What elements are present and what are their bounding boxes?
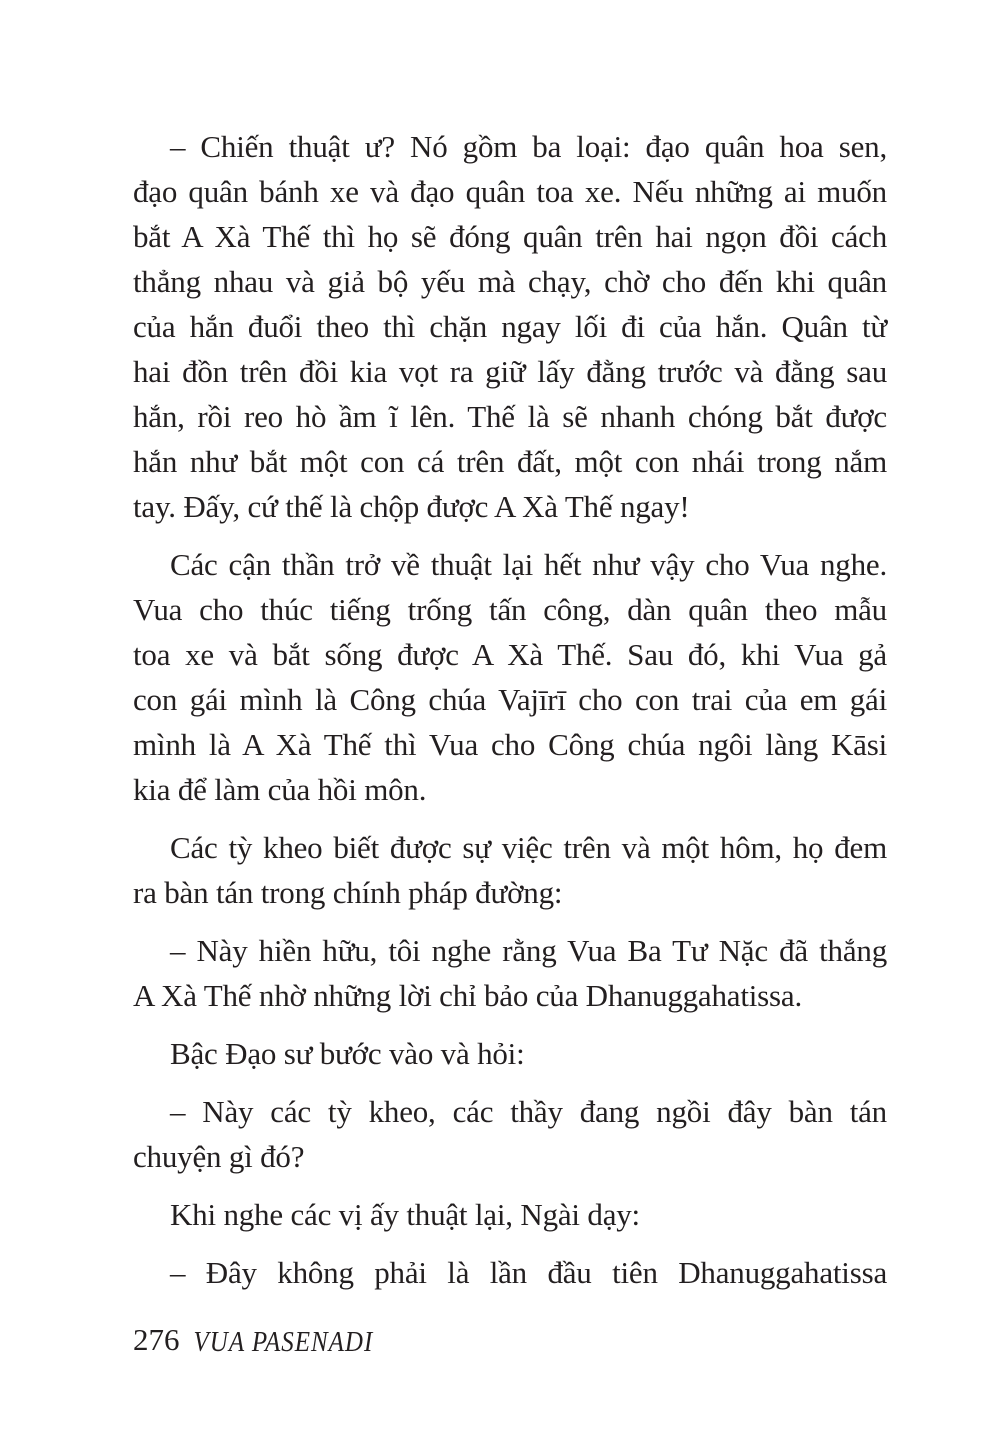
paragraph [133,124,887,529]
text-line: hai đồn trên đồi kia vọt ra giữ lấy đằng trước và đằng sau [133,354,887,389]
text-line: kia để làm của hồi môn. [133,772,427,807]
running-title: VUA PASENADI [193,1326,374,1358]
paragraph [133,825,887,915]
text-line: đạo quân bánh xe và đạo quân toa xe. Nếu những ai muốn [133,174,887,209]
text-line: Các cận thần trở về thuật lại hết như vậy cho Vua nghe. [170,547,887,582]
text-line: – Chiến thuật ư? Nó gồm ba loại: đạo quân hoa sen, [170,129,887,164]
paragraph [133,1089,887,1179]
text-line: A Xà Thế nhờ những lời chỉ bảo của Dhanuggahatissa. [133,978,802,1013]
page-footer [133,1322,373,1372]
text-line: Vua cho thúc tiếng trống tấn công, dàn quân theo mẫu [133,592,887,627]
text-line: tay. Đấy, cứ thế là chộp được A Xà Thế ngay! [133,489,690,524]
text-line: hắn như bắt một con cá trên đất, một con nhái trong nắm [133,444,887,479]
text-line: Bậc Đạo sư bước vào và hỏi: [170,1036,525,1071]
paragraph [133,1250,887,1295]
text-line: bắt A Xà Thế thì họ sẽ đóng quân trên hai ngọn đồi cách [133,219,887,254]
text-line: Khi nghe các vị ấy thuật lại, Ngài dạy: [170,1197,640,1232]
text-line: con gái mình là Công chúa Vajīrī cho con trai của em gái [133,682,887,717]
paragraph [133,928,887,1018]
text-line: – Này hiền hữu, tôi nghe rằng Vua Ba Tư Nặc đã thắng [170,933,887,968]
text-line: của hắn đuổi theo thì chặn ngay lối đi của hắn. Quân từ [133,309,887,344]
text-line: mình là A Xà Thế thì Vua cho Công chúa ngôi làng Kāsi [133,727,887,762]
text-line: Các tỳ kheo biết được sự việc trên và một hôm, họ đem [170,830,887,865]
paragraph [133,1192,887,1237]
text-line: thẳng nhau và giả bộ yếu mà chạy, chờ cho đến khi quân [133,264,887,299]
text-line: toa xe và bắt sống được A Xà Thế. Sau đó, khi Vua gả [133,637,887,672]
text-line: hắn, rồi reo hò ầm ĩ lên. Thế là sẽ nhanh chóng bắt được [133,399,887,434]
text-line: – Này các tỳ kheo, các thầy đang ngồi đây bàn tán [170,1094,887,1129]
text-line: – Đây không phải là lần đầu tiên Dhanuggahatissa [170,1255,887,1290]
body-text [133,124,887,1308]
text-line: ra bàn tán trong chính pháp đường: [133,875,563,910]
paragraph [133,542,887,812]
paragraph [133,1031,887,1076]
page-number: 276 [133,1322,180,1357]
text-line: chuyện gì đó? [133,1139,305,1174]
